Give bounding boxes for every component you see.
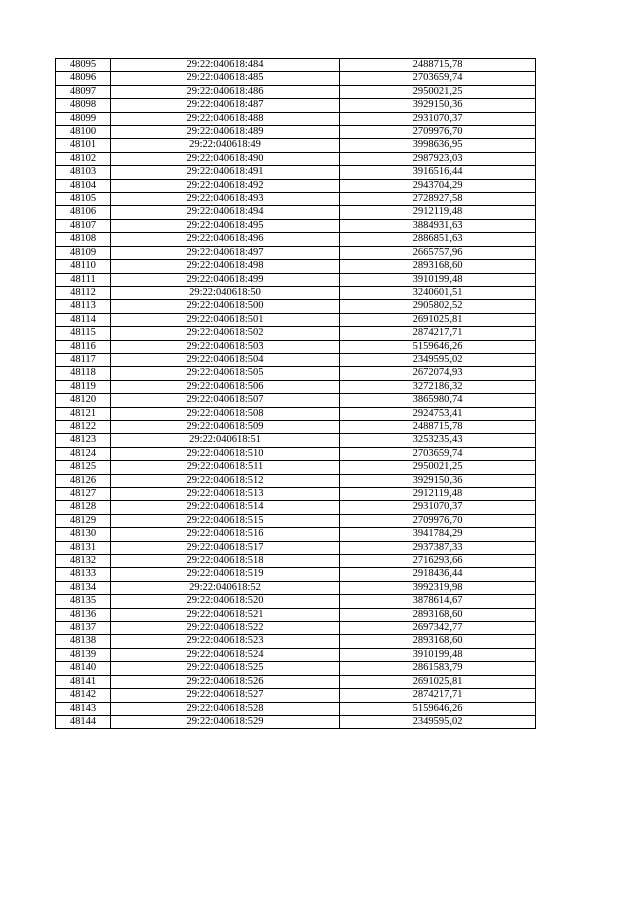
cadastral-value-cell: 3253235,43 xyxy=(340,434,536,447)
table-row xyxy=(56,72,536,85)
cadastral-number-cell: 29:22:040618:486 xyxy=(111,85,340,98)
cadastral-value-cell: 2886851,63 xyxy=(340,233,536,246)
cadastral-number-cell: 29:22:040618:490 xyxy=(111,152,340,165)
cadastral-number-cell: 29:22:040618:515 xyxy=(111,514,340,527)
row-number-cell: 48144 xyxy=(56,715,111,728)
row-number-cell: 48135 xyxy=(56,595,111,608)
table-row xyxy=(56,219,536,232)
row-number-cell: 48137 xyxy=(56,622,111,635)
cadastral-value-cell: 2912119,48 xyxy=(340,488,536,501)
cadastral-value-cell: 2918436,44 xyxy=(340,568,536,581)
cadastral-number-cell: 29:22:040618:488 xyxy=(111,112,340,125)
table-row xyxy=(56,581,536,594)
cadastral-number-cell: 29:22:040618:492 xyxy=(111,179,340,192)
row-number-cell: 48127 xyxy=(56,488,111,501)
row-number-cell: 48121 xyxy=(56,407,111,420)
cadastral-value-cell: 2893168,60 xyxy=(340,608,536,621)
row-number-cell: 48107 xyxy=(56,219,111,232)
cadastral-value-cell: 3865980,74 xyxy=(340,394,536,407)
row-number-cell: 48103 xyxy=(56,166,111,179)
table-row xyxy=(56,662,536,675)
table-row xyxy=(56,608,536,621)
table-row xyxy=(56,126,536,139)
row-number-cell: 48126 xyxy=(56,474,111,487)
cadastral-number-cell: 29:22:040618:518 xyxy=(111,555,340,568)
cadastral-value-cell: 3884931,63 xyxy=(340,219,536,232)
cadastral-number-cell: 29:22:040618:499 xyxy=(111,273,340,286)
table-row xyxy=(56,206,536,219)
table-row xyxy=(56,541,536,554)
table-row xyxy=(56,166,536,179)
cadastral-number-cell: 29:22:040618:50 xyxy=(111,286,340,299)
table-row xyxy=(56,99,536,112)
cadastral-number-cell: 29:22:040618:508 xyxy=(111,407,340,420)
cadastral-value-cell: 3929150,36 xyxy=(340,474,536,487)
cadastral-value-cell: 5159646,26 xyxy=(340,340,536,353)
cadastral-value-cell: 2709976,70 xyxy=(340,514,536,527)
table-row xyxy=(56,139,536,152)
table-row xyxy=(56,514,536,527)
cadastral-number-cell: 29:22:040618:491 xyxy=(111,166,340,179)
cadastral-value-cell: 2349595,02 xyxy=(340,715,536,728)
row-number-cell: 48099 xyxy=(56,112,111,125)
table-row xyxy=(56,461,536,474)
cadastral-number-cell: 29:22:040618:52 xyxy=(111,581,340,594)
cadastral-number-cell: 29:22:040618:513 xyxy=(111,488,340,501)
row-number-cell: 48133 xyxy=(56,568,111,581)
cadastral-number-cell: 29:22:040618:528 xyxy=(111,702,340,715)
cadastral-value-cell: 2861583,79 xyxy=(340,662,536,675)
cadastral-value-cell: 5159646,26 xyxy=(340,702,536,715)
row-number-cell: 48097 xyxy=(56,85,111,98)
row-number-cell: 48136 xyxy=(56,608,111,621)
cadastral-number-cell: 29:22:040618:51 xyxy=(111,434,340,447)
row-number-cell: 48104 xyxy=(56,179,111,192)
cadastral-value-cell: 3941784,29 xyxy=(340,528,536,541)
table-row xyxy=(56,648,536,661)
cadastral-number-cell: 29:22:040618:498 xyxy=(111,260,340,273)
cadastral-value-cell: 2728927,58 xyxy=(340,193,536,206)
table-row xyxy=(56,595,536,608)
row-number-cell: 48120 xyxy=(56,394,111,407)
table-row xyxy=(56,501,536,514)
cadastral-value-cell: 2931070,37 xyxy=(340,112,536,125)
row-number-cell: 48112 xyxy=(56,286,111,299)
table-row xyxy=(56,488,536,501)
cadastral-value-cell: 2665757,96 xyxy=(340,246,536,259)
cadastral-number-cell: 29:22:040618:521 xyxy=(111,608,340,621)
row-number-cell: 48141 xyxy=(56,675,111,688)
cadastral-number-cell: 29:22:040618:509 xyxy=(111,420,340,433)
row-number-cell: 48113 xyxy=(56,300,111,313)
row-number-cell: 48098 xyxy=(56,99,111,112)
row-number-cell: 48129 xyxy=(56,514,111,527)
table-row xyxy=(56,568,536,581)
table-row xyxy=(56,353,536,366)
cadastral-number-cell: 29:22:040618:507 xyxy=(111,394,340,407)
cadastral-value-cell: 2931070,37 xyxy=(340,501,536,514)
cadastral-number-cell: 29:22:040618:523 xyxy=(111,635,340,648)
row-number-cell: 48105 xyxy=(56,193,111,206)
row-number-cell: 48096 xyxy=(56,72,111,85)
table-body xyxy=(56,59,536,729)
cadastral-value-cell: 3998636,95 xyxy=(340,139,536,152)
cadastral-number-cell: 29:22:040618:49 xyxy=(111,139,340,152)
cadastral-value-cell: 2874217,71 xyxy=(340,327,536,340)
cadastral-value-cell: 3240601,51 xyxy=(340,286,536,299)
row-number-cell: 48138 xyxy=(56,635,111,648)
cadastral-value-cell: 2893168,60 xyxy=(340,635,536,648)
table-row xyxy=(56,367,536,380)
cadastral-number-cell: 29:22:040618:484 xyxy=(111,59,340,72)
cadastral-number-cell: 29:22:040618:497 xyxy=(111,246,340,259)
cadastral-value-cell: 2488715,78 xyxy=(340,59,536,72)
table-row xyxy=(56,286,536,299)
cadastral-number-cell: 29:22:040618:504 xyxy=(111,353,340,366)
table-row xyxy=(56,85,536,98)
row-number-cell: 48101 xyxy=(56,139,111,152)
cadastral-number-cell: 29:22:040618:516 xyxy=(111,528,340,541)
cadastral-value-cell: 2716293,66 xyxy=(340,555,536,568)
row-number-cell: 48100 xyxy=(56,126,111,139)
table-row xyxy=(56,260,536,273)
cadastral-value-cell: 2987923,03 xyxy=(340,152,536,165)
row-number-cell: 48143 xyxy=(56,702,111,715)
row-number-cell: 48114 xyxy=(56,313,111,326)
cadastral-number-cell: 29:22:040618:494 xyxy=(111,206,340,219)
cadastral-value-cell: 2349595,02 xyxy=(340,353,536,366)
cadastral-number-cell: 29:22:040618:517 xyxy=(111,541,340,554)
cadastral-number-cell: 29:22:040618:526 xyxy=(111,675,340,688)
table-row xyxy=(56,555,536,568)
cadastral-number-cell: 29:22:040618:503 xyxy=(111,340,340,353)
row-number-cell: 48095 xyxy=(56,59,111,72)
cadastral-number-cell: 29:22:040618:511 xyxy=(111,461,340,474)
cadastre-value-table xyxy=(55,58,536,729)
table-row xyxy=(56,447,536,460)
row-number-cell: 48130 xyxy=(56,528,111,541)
cadastral-value-cell: 2943704,29 xyxy=(340,179,536,192)
table-row xyxy=(56,59,536,72)
cadastral-number-cell: 29:22:040618:522 xyxy=(111,622,340,635)
table-row xyxy=(56,273,536,286)
table-row xyxy=(56,407,536,420)
cadastral-number-cell: 29:22:040618:520 xyxy=(111,595,340,608)
cadastral-number-cell: 29:22:040618:501 xyxy=(111,313,340,326)
cadastral-number-cell: 29:22:040618:493 xyxy=(111,193,340,206)
cadastral-number-cell: 29:22:040618:500 xyxy=(111,300,340,313)
row-number-cell: 48128 xyxy=(56,501,111,514)
table-row xyxy=(56,474,536,487)
cadastral-value-cell: 2905802,52 xyxy=(340,300,536,313)
row-number-cell: 48111 xyxy=(56,273,111,286)
cadastral-value-cell: 2672074,93 xyxy=(340,367,536,380)
table-row xyxy=(56,300,536,313)
cadastral-value-cell: 2950021,25 xyxy=(340,461,536,474)
cadastral-number-cell: 29:22:040618:489 xyxy=(111,126,340,139)
cadastral-value-cell: 2697342,77 xyxy=(340,622,536,635)
cadastral-number-cell: 29:22:040618:487 xyxy=(111,99,340,112)
table-row xyxy=(56,380,536,393)
table-row xyxy=(56,233,536,246)
cadastral-value-cell: 3992319,98 xyxy=(340,581,536,594)
cadastral-number-cell: 29:22:040618:525 xyxy=(111,662,340,675)
cadastral-value-cell: 2691025,81 xyxy=(340,313,536,326)
row-number-cell: 48125 xyxy=(56,461,111,474)
cadastral-number-cell: 29:22:040618:519 xyxy=(111,568,340,581)
row-number-cell: 48110 xyxy=(56,260,111,273)
cadastral-value-cell: 2950021,25 xyxy=(340,85,536,98)
table-row xyxy=(56,635,536,648)
row-number-cell: 48131 xyxy=(56,541,111,554)
table-row xyxy=(56,313,536,326)
row-number-cell: 48106 xyxy=(56,206,111,219)
cadastral-value-cell: 2874217,71 xyxy=(340,689,536,702)
table-row xyxy=(56,528,536,541)
table-row xyxy=(56,675,536,688)
cadastral-value-cell: 2488715,78 xyxy=(340,420,536,433)
table-row xyxy=(56,152,536,165)
cadastral-number-cell: 29:22:040618:495 xyxy=(111,219,340,232)
cadastral-number-cell: 29:22:040618:510 xyxy=(111,447,340,460)
table-row xyxy=(56,622,536,635)
table-row xyxy=(56,715,536,728)
cadastral-value-cell: 2924753,41 xyxy=(340,407,536,420)
table-row xyxy=(56,420,536,433)
cadastral-number-cell: 29:22:040618:506 xyxy=(111,380,340,393)
table-row xyxy=(56,340,536,353)
row-number-cell: 48118 xyxy=(56,367,111,380)
row-number-cell: 48134 xyxy=(56,581,111,594)
cadastral-value-cell: 3910199,48 xyxy=(340,648,536,661)
table-row xyxy=(56,434,536,447)
row-number-cell: 48123 xyxy=(56,434,111,447)
row-number-cell: 48116 xyxy=(56,340,111,353)
cadastral-value-cell: 2893168,60 xyxy=(340,260,536,273)
row-number-cell: 48102 xyxy=(56,152,111,165)
cadastral-value-cell: 3916516,44 xyxy=(340,166,536,179)
cadastral-number-cell: 29:22:040618:496 xyxy=(111,233,340,246)
cadastral-value-cell: 2937387,33 xyxy=(340,541,536,554)
row-number-cell: 48109 xyxy=(56,246,111,259)
cadastral-value-cell: 2912119,48 xyxy=(340,206,536,219)
cadastral-number-cell: 29:22:040618:529 xyxy=(111,715,340,728)
cadastral-number-cell: 29:22:040618:485 xyxy=(111,72,340,85)
row-number-cell: 48115 xyxy=(56,327,111,340)
table-row xyxy=(56,112,536,125)
table-row xyxy=(56,702,536,715)
cadastral-value-cell: 3878614,67 xyxy=(340,595,536,608)
row-number-cell: 48139 xyxy=(56,648,111,661)
row-number-cell: 48132 xyxy=(56,555,111,568)
table-row xyxy=(56,327,536,340)
table-row xyxy=(56,689,536,702)
cadastral-value-cell: 3272186,32 xyxy=(340,380,536,393)
table-row xyxy=(56,246,536,259)
cadastral-number-cell: 29:22:040618:512 xyxy=(111,474,340,487)
row-number-cell: 48119 xyxy=(56,380,111,393)
cadastral-number-cell: 29:22:040618:514 xyxy=(111,501,340,514)
row-number-cell: 48124 xyxy=(56,447,111,460)
cadastral-number-cell: 29:22:040618:524 xyxy=(111,648,340,661)
row-number-cell: 48117 xyxy=(56,353,111,366)
table-row xyxy=(56,179,536,192)
table-row xyxy=(56,193,536,206)
cadastral-value-cell: 3929150,36 xyxy=(340,99,536,112)
row-number-cell: 48142 xyxy=(56,689,111,702)
row-number-cell: 48108 xyxy=(56,233,111,246)
cadastral-value-cell: 2691025,81 xyxy=(340,675,536,688)
cadastral-value-cell: 3910199,48 xyxy=(340,273,536,286)
cadastral-number-cell: 29:22:040618:505 xyxy=(111,367,340,380)
table-row xyxy=(56,394,536,407)
cadastral-value-cell: 2709976,70 xyxy=(340,126,536,139)
cadastral-value-cell: 2703659,74 xyxy=(340,447,536,460)
row-number-cell: 48140 xyxy=(56,662,111,675)
cadastral-value-cell: 2703659,74 xyxy=(340,72,536,85)
cadastral-number-cell: 29:22:040618:527 xyxy=(111,689,340,702)
cadastral-number-cell: 29:22:040618:502 xyxy=(111,327,340,340)
row-number-cell: 48122 xyxy=(56,420,111,433)
